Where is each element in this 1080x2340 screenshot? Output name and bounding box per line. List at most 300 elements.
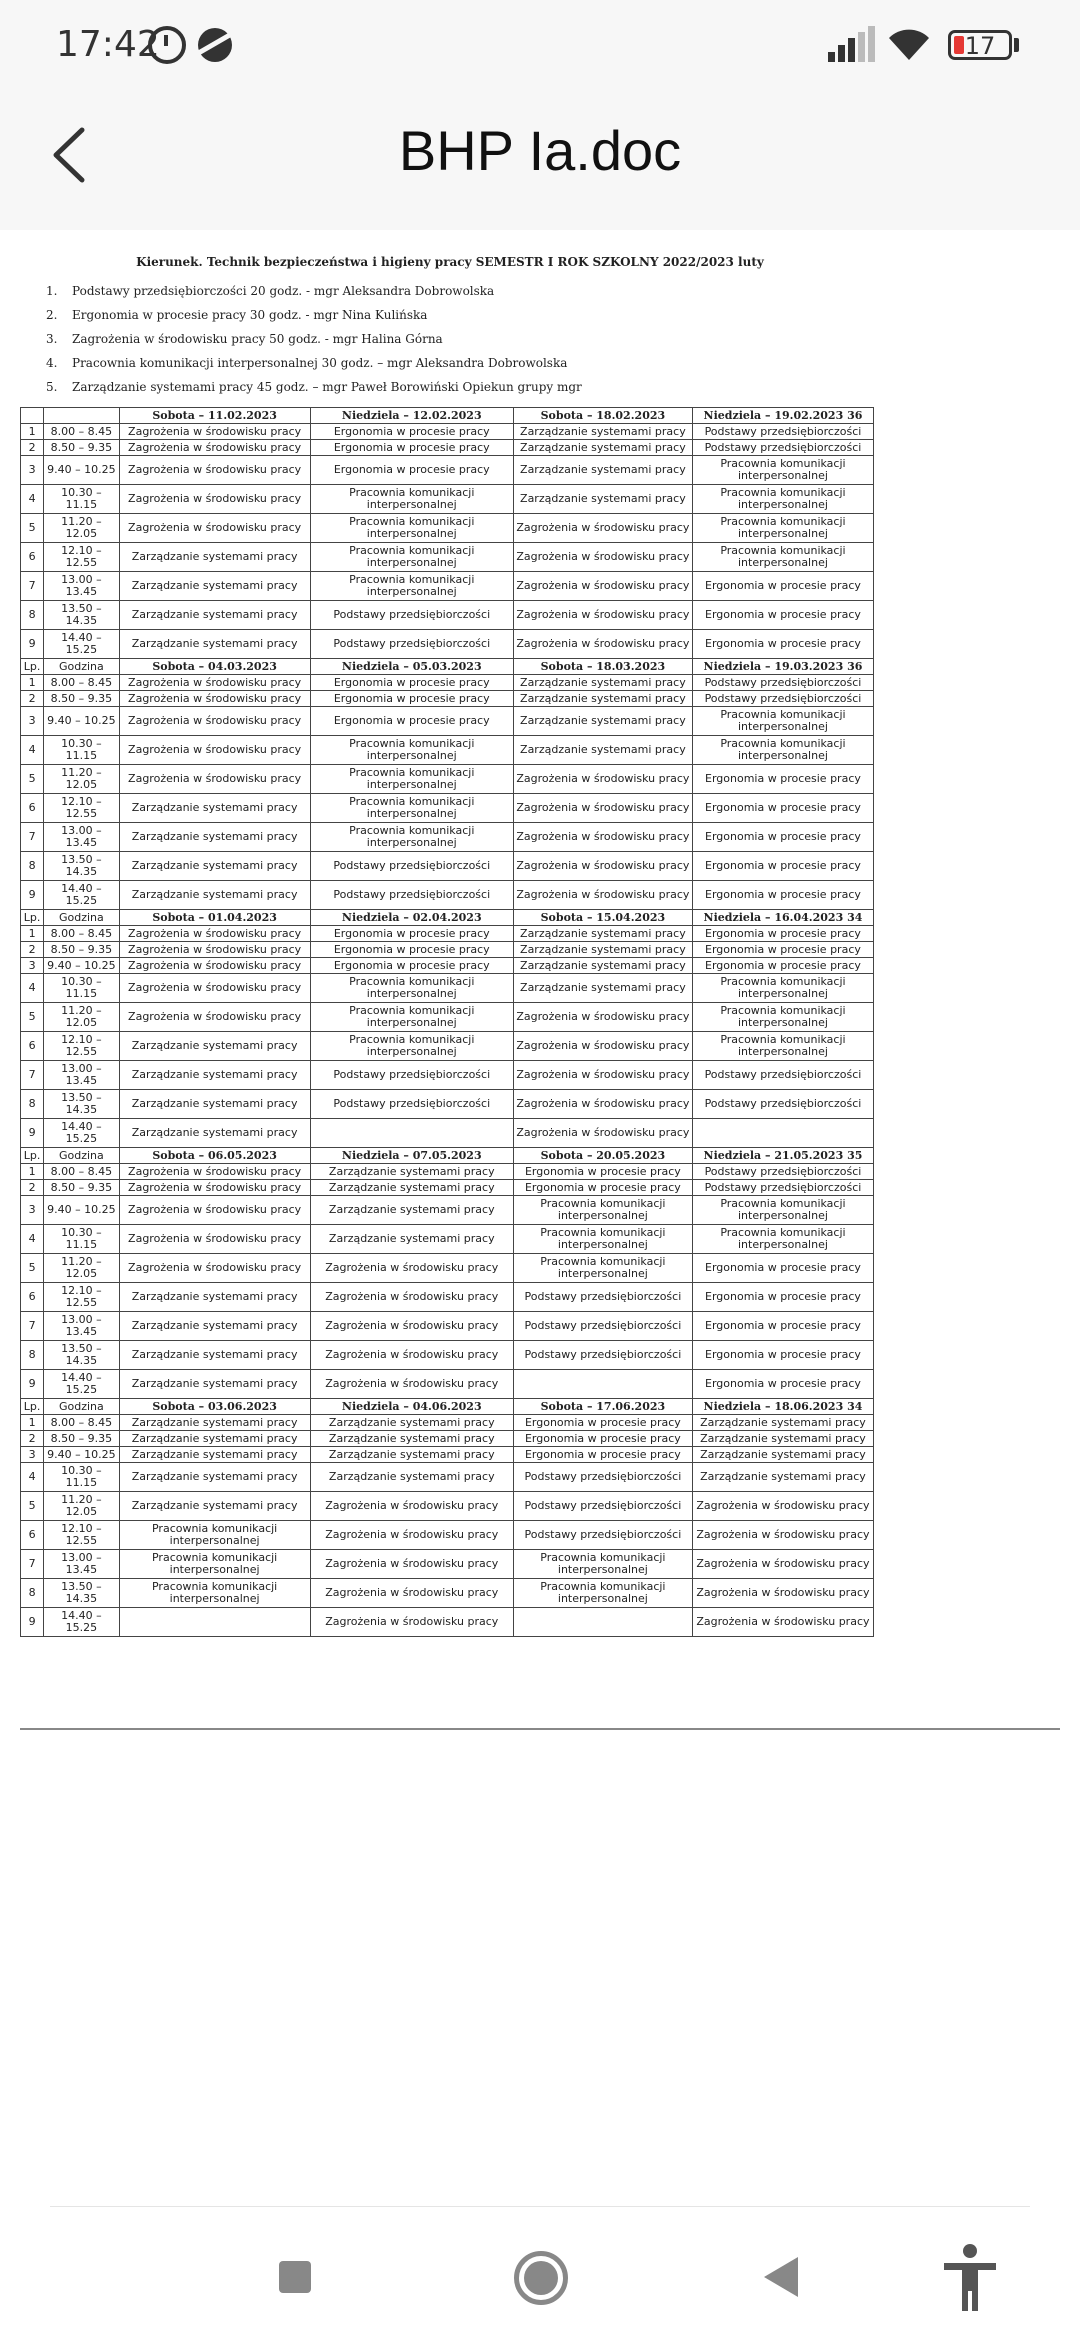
lesson-subject: Podstawy przedsiębiorczości [513,1283,692,1312]
lesson-subject: Ergonomia w procesie pracy [692,572,873,601]
table-row [21,543,874,572]
lesson-subject: Zagrożenia w środowisku pracy [692,1521,873,1550]
lesson-subject: Zagrożenia w środowisku pracy [513,1090,692,1119]
lesson-number: 2 [21,691,44,707]
lesson-subject: Podstawy przedsiębiorczości [310,630,513,659]
status-time: 17:42 [56,24,160,65]
schedule-header-cell: Sobota – 03.06.2023 [119,1399,310,1415]
lesson-subject: Pracownia komunikacji interpersonalnej [692,485,873,514]
subject-list [20,279,880,399]
lesson-subject: Pracownia komunikacji interpersonalnej [119,1521,310,1550]
lesson-subject: Zarządzanie systemami pracy [310,1164,513,1180]
lesson-subject: Zarządzanie systemami pracy [119,1119,310,1148]
navigation-bar [0,2207,1080,2340]
lesson-subject: Zarządzanie systemami pracy [310,1415,513,1431]
lesson-number: 3 [21,456,44,485]
lesson-subject: Zarządzanie systemami pracy [310,1447,513,1463]
lesson-number: 8 [21,601,44,630]
table-row [21,823,874,852]
table-row [21,1579,874,1608]
lesson-time: 14.40 – 15.25 [44,630,119,659]
table-row [21,630,874,659]
lesson-subject: Pracownia komunikacji interpersonalnej [119,1579,310,1608]
lesson-subject: Zarządzanie systemami pracy [513,675,692,691]
schedule-header-cell: Lp. [21,910,44,926]
table-row [21,424,874,440]
recents-icon[interactable] [255,2237,335,2317]
lesson-subject [692,1119,873,1148]
lesson-subject: Zarządzanie systemami pracy [692,1431,873,1447]
lesson-subject: Ergonomia w procesie pracy [310,424,513,440]
lesson-subject: Pracownia komunikacji interpersonalnej [310,823,513,852]
lesson-time: 9.40 – 10.25 [44,958,119,974]
lesson-subject: Zarządzanie systemami pracy [119,794,310,823]
lesson-subject: Ergonomia w procesie pracy [692,942,873,958]
do-not-disturb-icon [198,28,232,62]
schedule-header-cell: Niedziela – 07.05.2023 [310,1148,513,1164]
subject-item [20,327,880,351]
lesson-number: 3 [21,1447,44,1463]
lesson-subject: Zagrożenia w środowisku pracy [119,958,310,974]
lesson-time: 10.30 – 11.15 [44,974,119,1003]
lesson-time: 14.40 – 15.25 [44,881,119,910]
lesson-number: 9 [21,881,44,910]
lesson-subject: Ergonomia w procesie pracy [692,1370,873,1399]
lesson-subject: Zagrożenia w środowisku pracy [119,1196,310,1225]
lesson-subject [513,1608,692,1637]
lesson-subject: Zagrożenia w środowisku pracy [513,630,692,659]
table-row [21,1312,874,1341]
lesson-subject: Ergonomia w procesie pracy [692,794,873,823]
lesson-number: 6 [21,1032,44,1061]
lesson-subject: Zarządzanie systemami pracy [513,707,692,736]
lesson-subject: Zarządzanie systemami pracy [119,630,310,659]
lesson-subject: Zarządzanie systemami pracy [692,1463,873,1492]
lesson-number: 5 [21,1254,44,1283]
lesson-number: 4 [21,736,44,765]
lesson-number: 6 [21,1521,44,1550]
lesson-time: 8.00 – 8.45 [44,675,119,691]
lesson-time: 8.00 – 8.45 [44,1415,119,1431]
lesson-time: 13.50 – 14.35 [44,852,119,881]
lesson-subject: Zarządzanie systemami pracy [513,456,692,485]
table-row [21,1003,874,1032]
lesson-subject: Zarządzanie systemami pracy [692,1447,873,1463]
lesson-subject: Ergonomia w procesie pracy [692,1341,873,1370]
lesson-subject: Zarządzanie systemami pracy [513,926,692,942]
lesson-time: 10.30 – 11.15 [44,736,119,765]
lesson-subject: Pracownia komunikacji interpersonalnej [692,1003,873,1032]
table-row [21,852,874,881]
table-row [21,601,874,630]
schedule-header-cell: Lp. [21,1148,44,1164]
lesson-subject: Podstawy przedsiębiorczości [513,1312,692,1341]
lesson-subject: Pracownia komunikacji interpersonalnej [310,485,513,514]
schedule-header-cell: Niedziela – 19.03.2023 36 [692,659,873,675]
subject-text: Podstawy przedsiębiorczości 20 godz. - mgr Aleksandra Dobrowolska [72,284,495,298]
subject-item [20,303,880,327]
lesson-subject: Zagrożenia w środowisku pracy [119,1003,310,1032]
lesson-subject: Zarządzanie systemami pracy [119,1061,310,1090]
table-row [21,456,874,485]
schedule-header-row [21,659,874,675]
lesson-number: 2 [21,1431,44,1447]
lesson-subject [310,1119,513,1148]
lesson-subject: Zagrożenia w środowisku pracy [310,1370,513,1399]
lesson-number: 3 [21,707,44,736]
lesson-number: 2 [21,942,44,958]
lesson-subject: Zarządzanie systemami pracy [513,974,692,1003]
lesson-subject: Zagrożenia w środowisku pracy [310,1283,513,1312]
schedule-header-cell: Niedziela – 21.05.2023 35 [692,1148,873,1164]
lesson-subject: Zagrożenia w środowisku pracy [513,823,692,852]
lesson-subject: Zagrożenia w środowisku pracy [119,1254,310,1283]
lesson-subject: Zagrożenia w środowisku pracy [513,1003,692,1032]
lesson-subject: Pracownia komunikacji interpersonalnej [692,514,873,543]
lesson-subject: Zagrożenia w środowisku pracy [310,1254,513,1283]
lesson-subject: Zagrożenia w środowisku pracy [119,974,310,1003]
schedule-header-cell [21,408,44,424]
lesson-subject: Pracownia komunikacji interpersonalnej [692,1225,873,1254]
lesson-subject: Ergonomia w procesie pracy [310,440,513,456]
lesson-subject: Pracownia komunikacji interpersonalnej [310,1003,513,1032]
lesson-subject: Pracownia komunikacji interpersonalnej [310,543,513,572]
lesson-subject: Pracownia komunikacji interpersonalnej [692,456,873,485]
lesson-subject: Zagrożenia w środowisku pracy [692,1579,873,1608]
lesson-subject: Zarządzanie systemami pracy [119,543,310,572]
lesson-subject: Zarządzanie systemami pracy [513,485,692,514]
lesson-subject: Pracownia komunikacji interpersonalnej [692,974,873,1003]
lesson-subject: Pracownia komunikacji interpersonalnej [513,1550,692,1579]
lesson-subject: Zarządzanie systemami pracy [513,691,692,707]
lesson-number: 6 [21,1283,44,1312]
lesson-subject: Zagrożenia w środowisku pracy [310,1579,513,1608]
lesson-subject: Zarządzanie systemami pracy [119,1463,310,1492]
lesson-subject: Zagrożenia w środowisku pracy [310,1521,513,1550]
lesson-time: 13.50 – 14.35 [44,601,119,630]
lesson-time: 13.50 – 14.35 [44,1090,119,1119]
table-row [21,1254,874,1283]
lesson-number: 4 [21,1225,44,1254]
back-icon[interactable] [740,2237,820,2317]
table-row [21,974,874,1003]
lesson-subject: Zagrożenia w środowisku pracy [119,675,310,691]
lesson-subject: Ergonomia w procesie pracy [692,958,873,974]
schedule-header-cell: Niedziela – 16.04.2023 34 [692,910,873,926]
lesson-subject: Podstawy przedsiębiorczości [513,1521,692,1550]
lesson-number: 5 [21,1003,44,1032]
lesson-time: 11.20 – 12.05 [44,1003,119,1032]
lesson-subject: Pracownia komunikacji interpersonalnej [513,1196,692,1225]
lesson-subject: Zarządzanie systemami pracy [119,1492,310,1521]
lesson-subject: Zagrożenia w środowisku pracy [119,440,310,456]
lesson-time: 8.00 – 8.45 [44,1164,119,1180]
lesson-subject: Zarządzanie systemami pracy [119,1370,310,1399]
lesson-number: 9 [21,1119,44,1148]
lesson-time: 14.40 – 15.25 [44,1370,119,1399]
lesson-number: 6 [21,794,44,823]
lesson-number: 1 [21,675,44,691]
lesson-subject: Pracownia komunikacji interpersonalnej [310,794,513,823]
lesson-subject: Zarządzanie systemami pracy [119,601,310,630]
schedule-header-cell: Sobota – 17.06.2023 [513,1399,692,1415]
lesson-subject: Zarządzanie systemami pracy [119,1283,310,1312]
lesson-subject: Zarządzanie systemami pracy [119,1431,310,1447]
lesson-time: 13.00 – 13.45 [44,572,119,601]
table-row [21,1283,874,1312]
lesson-subject: Podstawy przedsiębiorczości [692,424,873,440]
lesson-subject: Zagrożenia w środowisku pracy [692,1492,873,1521]
lesson-subject: Pracownia komunikacji interpersonalnej [692,543,873,572]
lesson-time: 13.50 – 14.35 [44,1341,119,1370]
lesson-subject: Zarządzanie systemami pracy [119,852,310,881]
lesson-subject: Zagrożenia w środowisku pracy [513,1119,692,1148]
lesson-subject: Ergonomia w procesie pracy [692,765,873,794]
lesson-subject: Pracownia komunikacji interpersonalnej [513,1254,692,1283]
lesson-subject: Pracownia komunikacji interpersonalnej [310,1032,513,1061]
table-row [21,1180,874,1196]
lesson-subject: Zagrożenia w środowisku pracy [513,1061,692,1090]
lesson-subject: Zarządzanie systemami pracy [513,440,692,456]
lesson-number: 7 [21,572,44,601]
lesson-subject: Podstawy przedsiębiorczości [310,852,513,881]
schedule-header-cell: Sobota – 18.03.2023 [513,659,692,675]
lesson-time: 8.50 – 9.35 [44,440,119,456]
lesson-subject: Ergonomia w procesie pracy [310,942,513,958]
lesson-subject [119,1608,310,1637]
lesson-subject: Podstawy przedsiębiorczości [513,1463,692,1492]
table-row [21,1521,874,1550]
document-title: BHP Ia.doc [398,119,682,182]
app-bar [0,80,1080,230]
table-row [21,1492,874,1521]
subject-item [20,279,880,303]
battery-level: 17 [964,32,996,60]
lesson-subject: Pracownia komunikacji interpersonalnej [513,1579,692,1608]
lesson-subject: Zagrożenia w środowisku pracy [119,1164,310,1180]
lesson-subject: Zagrożenia w środowisku pracy [310,1492,513,1521]
table-row [21,1164,874,1180]
table-row [21,1196,874,1225]
lesson-subject: Zagrożenia w środowisku pracy [513,1032,692,1061]
lesson-time: 13.00 – 13.45 [44,823,119,852]
lesson-subject: Pracownia komunikacji interpersonalnej [310,514,513,543]
lesson-subject: Podstawy przedsiębiorczości [692,1180,873,1196]
table-row [21,1431,874,1447]
subject-text: Zarządzanie systemami pracy 45 godz. – mgr Paweł Borowiński Opiekun grupy mgr [72,380,582,394]
lesson-subject: Zarządzanie systemami pracy [310,1196,513,1225]
lesson-subject: Ergonomia w procesie pracy [513,1447,692,1463]
table-row [21,942,874,958]
schedule-header-row [21,1148,874,1164]
lesson-number: 1 [21,424,44,440]
lesson-subject: Zarządzanie systemami pracy [119,823,310,852]
lesson-subject: Zagrożenia w środowisku pracy [513,881,692,910]
table-row [21,440,874,456]
lesson-subject: Pracownia komunikacji interpersonalnej [310,736,513,765]
lesson-subject: Ergonomia w procesie pracy [310,675,513,691]
lesson-subject: Ergonomia w procesie pracy [513,1164,692,1180]
lesson-number: 9 [21,630,44,659]
schedule-header-cell: Sobota – 11.02.2023 [119,408,310,424]
lesson-time: 11.20 – 12.05 [44,514,119,543]
lesson-subject: Podstawy przedsiębiorczości [310,1061,513,1090]
lesson-subject: Pracownia komunikacji interpersonalnej [513,1225,692,1254]
table-row [21,1415,874,1431]
lesson-subject: Pracownia komunikacji interpersonalnej [310,765,513,794]
document-view[interactable] [20,255,880,1637]
table-row [21,675,874,691]
lesson-subject: Zagrożenia w środowisku pracy [692,1608,873,1637]
subject-number: 2. [46,308,58,322]
table-row [21,1090,874,1119]
lesson-subject: Ergonomia w procesie pracy [513,1431,692,1447]
lesson-number: 1 [21,1415,44,1431]
lesson-subject: Zagrożenia w środowisku pracy [310,1550,513,1579]
schedule-header-cell: Sobota – 15.04.2023 [513,910,692,926]
lesson-number: 2 [21,440,44,456]
lesson-subject: Podstawy przedsiębiorczości [692,440,873,456]
subject-text: Zagrożenia w środowisku pracy 50 godz. - mgr Halina Górna [72,332,443,346]
table-row [21,572,874,601]
lesson-time: 8.50 – 9.35 [44,1180,119,1196]
lesson-subject: Ergonomia w procesie pracy [692,926,873,942]
lesson-subject: Zarządzanie systemami pracy [119,1341,310,1370]
schedule-header-cell: Niedziela – 19.02.2023 36 [692,408,873,424]
lesson-subject: Zagrożenia w środowisku pracy [119,1225,310,1254]
lesson-time: 8.50 – 9.35 [44,691,119,707]
schedule-header-cell: Lp. [21,1399,44,1415]
lesson-time: 8.50 – 9.35 [44,1431,119,1447]
lesson-time: 12.10 – 12.55 [44,1032,119,1061]
lesson-subject [513,1370,692,1399]
schedule-header-cell: Godzina [44,910,119,926]
table-row [21,881,874,910]
table-row [21,707,874,736]
lesson-subject: Pracownia komunikacji interpersonalnej [692,1032,873,1061]
schedule-header-cell: Godzina [44,659,119,675]
lesson-subject: Zagrożenia w środowisku pracy [513,514,692,543]
schedule-header-row [21,910,874,926]
table-row [21,1608,874,1637]
table-row [21,1370,874,1399]
lesson-subject: Ergonomia w procesie pracy [692,823,873,852]
lesson-subject: Zagrożenia w środowisku pracy [119,691,310,707]
schedule-header-cell: Niedziela – 05.03.2023 [310,659,513,675]
lesson-time: 12.10 – 12.55 [44,1521,119,1550]
subject-text: Ergonomia w procesie pracy 30 godz. - mgr Nina Kulińska [72,308,428,322]
lesson-number: 7 [21,1312,44,1341]
wifi-icon [886,26,932,62]
accessibility-icon[interactable] [930,2237,1010,2317]
lesson-subject: Zagrożenia w środowisku pracy [513,543,692,572]
battery-icon [948,30,1012,60]
home-icon[interactable] [500,2237,580,2317]
schedule-header-cell: Niedziela – 04.06.2023 [310,1399,513,1415]
subject-number: 3. [46,332,58,346]
lesson-number: 8 [21,852,44,881]
lesson-subject: Ergonomia w procesie pracy [310,456,513,485]
lesson-time: 8.00 – 8.45 [44,926,119,942]
schedule-table [20,407,874,1637]
lesson-subject: Zarządzanie systemami pracy [692,1415,873,1431]
lesson-subject: Ergonomia w procesie pracy [692,1283,873,1312]
lesson-subject: Zagrożenia w środowisku pracy [119,1180,310,1196]
lesson-time: 12.10 – 12.55 [44,1283,119,1312]
lesson-subject: Zarządzanie systemami pracy [119,572,310,601]
schedule-header-cell: Sobota – 06.05.2023 [119,1148,310,1164]
lesson-subject: Podstawy przedsiębiorczości [692,691,873,707]
subject-item [20,375,880,399]
lesson-subject: Pracownia komunikacji interpersonalnej [692,707,873,736]
schedule-header-cell: Sobota – 04.03.2023 [119,659,310,675]
lesson-time: 13.00 – 13.45 [44,1550,119,1579]
lesson-number: 8 [21,1090,44,1119]
lesson-subject: Zagrożenia w środowisku pracy [513,572,692,601]
lesson-number: 7 [21,1061,44,1090]
lesson-subject: Zagrożenia w środowisku pracy [119,736,310,765]
lesson-number: 1 [21,1164,44,1180]
table-row [21,736,874,765]
lesson-subject: Podstawy przedsiębiorczości [692,675,873,691]
lesson-subject: Zagrożenia w środowisku pracy [310,1608,513,1637]
lesson-time: 14.40 – 15.25 [44,1119,119,1148]
alarm-icon [148,26,186,64]
lesson-subject: Ergonomia w procesie pracy [310,958,513,974]
lesson-subject: Podstawy przedsiębiorczości [310,881,513,910]
lesson-time: 9.40 – 10.25 [44,1196,119,1225]
table-row [21,1447,874,1463]
schedule-header-cell: Niedziela – 18.06.2023 34 [692,1399,873,1415]
table-row [21,794,874,823]
lesson-time: 12.10 – 12.55 [44,794,119,823]
lesson-number: 9 [21,1370,44,1399]
lesson-subject: Podstawy przedsiębiorczości [310,1090,513,1119]
lesson-number: 9 [21,1608,44,1637]
lesson-subject: Pracownia komunikacji interpersonalnej [692,736,873,765]
lesson-subject: Zagrożenia w środowisku pracy [119,456,310,485]
lesson-time: 11.20 – 12.05 [44,1254,119,1283]
lesson-subject: Zagrożenia w środowisku pracy [310,1341,513,1370]
signal-icon [828,26,874,62]
lesson-subject: Zarządzanie systemami pracy [119,881,310,910]
table-row [21,691,874,707]
lesson-number: 5 [21,1492,44,1521]
schedule-header-cell: Godzina [44,1148,119,1164]
lesson-time: 10.30 – 11.15 [44,1463,119,1492]
table-row [21,1463,874,1492]
lesson-subject: Zarządzanie systemami pracy [513,942,692,958]
lesson-time: 13.00 – 13.45 [44,1312,119,1341]
lesson-subject: Pracownia komunikacji interpersonalnej [310,974,513,1003]
subject-number: 1. [46,284,58,298]
lesson-time: 9.40 – 10.25 [44,456,119,485]
lesson-subject: Zarządzanie systemami pracy [513,424,692,440]
table-row [21,514,874,543]
lesson-subject: Zagrożenia w środowisku pracy [513,601,692,630]
schedule-header-cell [44,408,119,424]
lesson-number: 6 [21,543,44,572]
lesson-subject: Zarządzanie systemami pracy [310,1225,513,1254]
lesson-number: 7 [21,1550,44,1579]
lesson-subject: Zagrożenia w środowisku pracy [119,926,310,942]
lesson-subject: Ergonomia w procesie pracy [692,601,873,630]
lesson-subject: Podstawy przedsiębiorczości [310,601,513,630]
table-row [21,1061,874,1090]
lesson-subject: Zagrożenia w środowisku pracy [119,485,310,514]
lesson-number: 5 [21,514,44,543]
lesson-subject: Zagrożenia w środowisku pracy [119,707,310,736]
